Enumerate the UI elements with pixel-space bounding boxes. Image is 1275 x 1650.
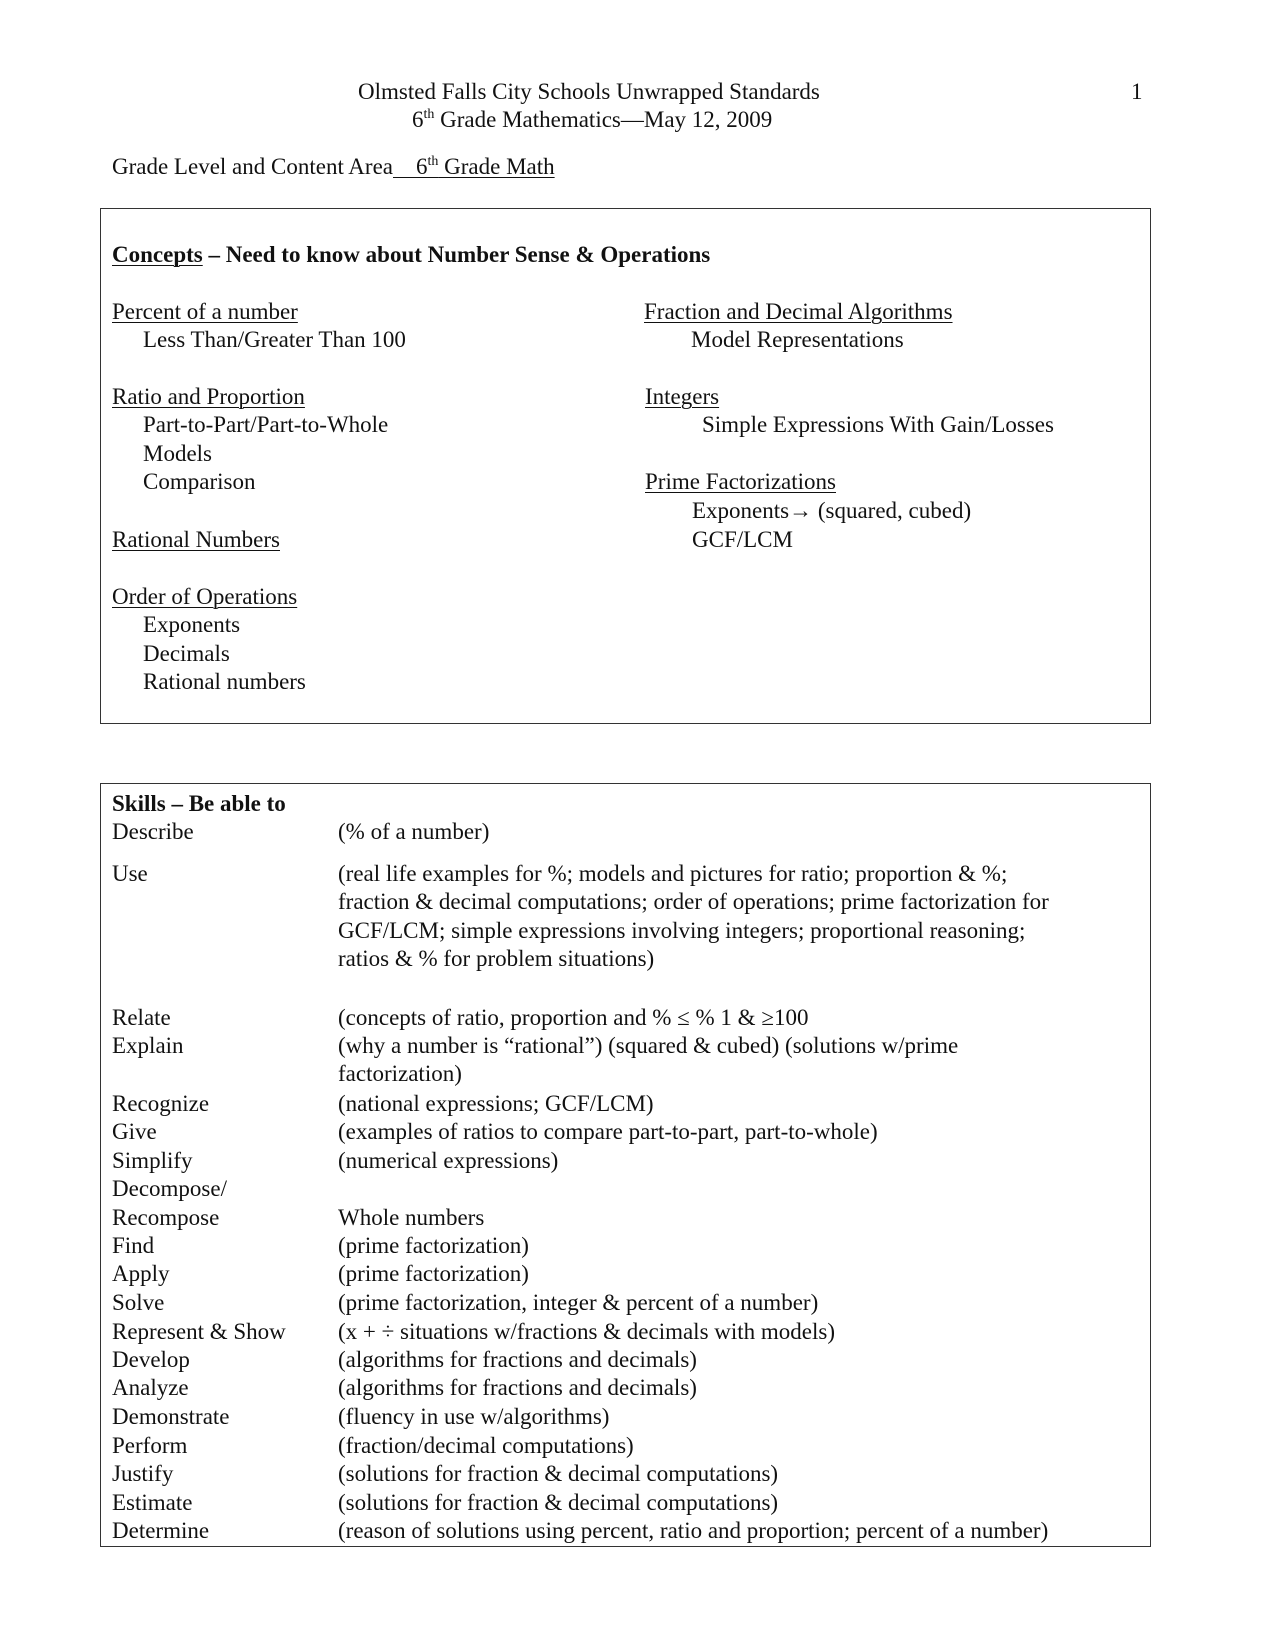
page-number: 1: [1131, 79, 1143, 104]
skill-description: factorization): [338, 1061, 462, 1087]
concept-integers-item: Simple Expressions With Gain/Losses: [702, 412, 1054, 437]
concept-integers-title: Integers: [645, 384, 720, 409]
skill-verb: Perform: [112, 1433, 188, 1458]
skill-verb: Represent & Show: [112, 1319, 286, 1344]
skill-description: ratios & % for problem situations): [338, 946, 655, 972]
concept-fraction-title: Fraction and Decimal Algorithms: [644, 299, 953, 324]
concepts-heading-rest: – Need to know about Number Sense & Operations: [202, 242, 711, 267]
concept-order-item: Decimals: [143, 641, 230, 666]
skill-description: (fraction/decimal computations): [338, 1433, 634, 1458]
grade-level-value: 6th Grade Math: [416, 154, 555, 179]
skill-verb: Find: [112, 1233, 155, 1258]
skill-verb: Justify: [112, 1461, 174, 1486]
skill-description: (solutions for fraction & decimal computations): [338, 1490, 779, 1515]
skill-description: (prime factorization, integer & percent of a number): [338, 1290, 819, 1315]
skill-description: (concepts of ratio, proportion and % ≤ % 1 & ≥100: [338, 1005, 809, 1030]
skill-verb: Determine: [112, 1518, 210, 1543]
grade-level-line: [112, 155, 555, 178]
skill-verb: Recognize: [112, 1091, 210, 1116]
skill-verb: Solve: [112, 1290, 165, 1315]
skill-description: Whole numbers: [338, 1205, 485, 1230]
concept-fraction-item: Model Representations: [691, 327, 904, 352]
skill-description: fraction & decimal computations; order of operations; prime factorization for: [338, 889, 1049, 915]
skill-description: (algorithms for fractions and decimals): [338, 1347, 697, 1372]
skill-verb: Explain: [112, 1033, 184, 1058]
skill-verb: Describe: [112, 819, 194, 844]
skill-verb: Simplify: [112, 1148, 193, 1173]
concept-percent-item: Less Than/Greater Than 100: [143, 327, 406, 352]
skill-description: (prime factorization): [338, 1261, 529, 1286]
concept-rational-title: Rational Numbers: [112, 527, 280, 552]
document-subtitle: [412, 108, 772, 131]
skill-description: (% of a number): [338, 819, 490, 844]
concepts-box: [100, 208, 1151, 724]
skill-description: (prime factorization): [338, 1233, 529, 1258]
skill-description: (real life examples for %; models and pictures for ratio; proportion & %;: [338, 861, 1008, 886]
subtitle-grade-number: 6: [412, 107, 424, 132]
skill-description: (national expressions; GCF/LCM): [338, 1091, 654, 1116]
skill-description: (numerical expressions): [338, 1148, 559, 1173]
concept-order-item: Rational numbers: [143, 669, 306, 694]
concept-prime-item: GCF/LCM: [692, 527, 793, 552]
skills-heading: Skills – Be able to: [112, 791, 286, 816]
concept-ratio-item: Part-to-Part/Part-to-Whole: [143, 412, 389, 437]
subtitle-rest: Grade Mathematics—May 12, 2009: [434, 107, 773, 132]
skill-description: (examples of ratios to compare part-to-part, part-to-whole): [338, 1119, 878, 1144]
skill-verb: Analyze: [112, 1375, 189, 1400]
concept-ratio-item: Models: [143, 441, 212, 466]
skill-verb: Recompose: [112, 1205, 220, 1230]
skill-description: (x + ÷ situations w/fractions & decimals with models): [338, 1319, 836, 1344]
skill-description: (reason of solutions using percent, ratio and proportion; percent of a number): [338, 1518, 1049, 1543]
skill-description: GCF/LCM; simple expressions involving integers; proportional reasoning;: [338, 917, 1026, 943]
skill-verb: Use: [112, 861, 148, 886]
document-title: Olmsted Falls City Schools Unwrapped Standards: [358, 79, 820, 104]
skill-verb: Decompose/: [112, 1176, 227, 1201]
concept-prime-title: Prime Factorizations: [645, 469, 836, 494]
skill-verb: Demonstrate: [112, 1404, 230, 1429]
skill-description: (why a number is “rational”) (squared & cubed) (solutions w/prime: [338, 1033, 959, 1058]
skill-description: (solutions for fraction & decimal computations): [338, 1461, 779, 1486]
skill-verb: Develop: [112, 1347, 190, 1372]
skill-description: (fluency in use w/algorithms): [338, 1404, 610, 1429]
skill-verb: Apply: [112, 1261, 170, 1286]
skill-verb: Relate: [112, 1005, 171, 1030]
skill-verb: Give: [112, 1119, 157, 1144]
concept-order-title: Order of Operations: [112, 584, 298, 609]
concept-prime-item: Exponents→ (squared, cubed): [692, 498, 972, 523]
skill-verb: Estimate: [112, 1490, 193, 1515]
concept-order-item: Exponents: [143, 612, 241, 637]
concepts-heading-label: Concepts: [112, 242, 203, 267]
skill-description: (algorithms for fractions and decimals): [338, 1375, 697, 1400]
concept-ratio-item: Comparison: [143, 469, 256, 494]
concept-ratio-title: Ratio and Proportion: [112, 384, 305, 409]
grade-level-label: Grade Level and Content Area: [112, 154, 393, 179]
concepts-heading: [112, 243, 710, 266]
subtitle-grade-suffix: th: [423, 107, 435, 122]
concept-percent-title: Percent of a number: [112, 299, 298, 324]
